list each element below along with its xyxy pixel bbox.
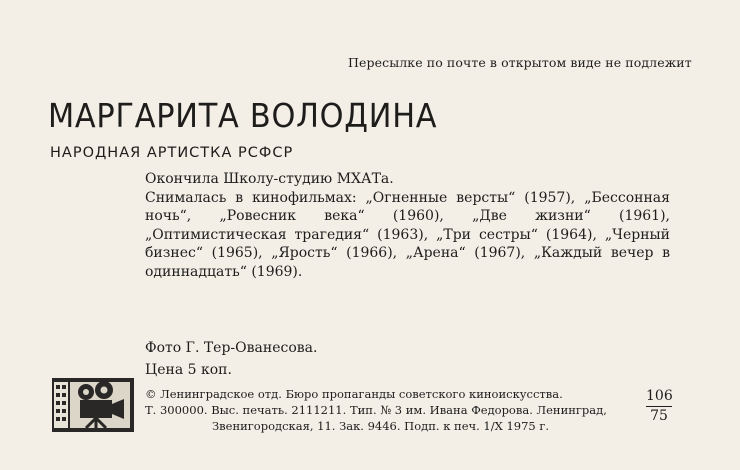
biography-education: Окончила Школу-студию МХАТа.: [145, 171, 394, 187]
postal-notice: Пересылке по почте в открытом виде не подлежит: [348, 55, 692, 70]
biography-filmography: Снималась в кинофильмах: „Огненные версты“ (1957), „Бессонная ночь“, „Ровесник века“ (1960), „Две жизни“ (1961), „Оптимистическая трагедия“ (1963), „Три сестры“ (1964), „Черный бизнес“ (1965), „Ярость“ (1966), „Арена“ (1967), „Каждый вечер в одиннадцать“ (1969).: [145, 189, 670, 280]
photo-credit: Фото Г. Тер-Ованесова.: [145, 340, 318, 356]
imprint-line-1: © Ленинградское отд. Бюро пропаганды советского киноискусства.: [145, 387, 563, 401]
biography: [145, 170, 670, 281]
film-camera-icon: [52, 378, 134, 432]
publisher-imprint: [145, 386, 640, 434]
imprint-line-3: Звенигородская, 11. Зак. 9446. Подп. к печ. 1/Х 1975 г.: [212, 419, 550, 433]
fraction-numerator: 106: [646, 388, 673, 404]
catalog-fraction: [646, 388, 672, 425]
imprint-line-2: Т. 300000. Выс. печать. 2111211. Тип. № 3 им. Ивана Федорова. Ленинград,: [145, 403, 607, 417]
film-camera-icon-graphic: [52, 378, 134, 432]
actress-name: МАРГАРИТА ВОЛОДИНА: [48, 96, 438, 135]
fraction-bar: [646, 406, 672, 407]
actress-title: НАРОДНАЯ АРТИСТКА РСФСР: [50, 145, 294, 161]
price: Цена 5 коп.: [145, 362, 232, 378]
fraction-denominator: 75: [650, 408, 668, 424]
